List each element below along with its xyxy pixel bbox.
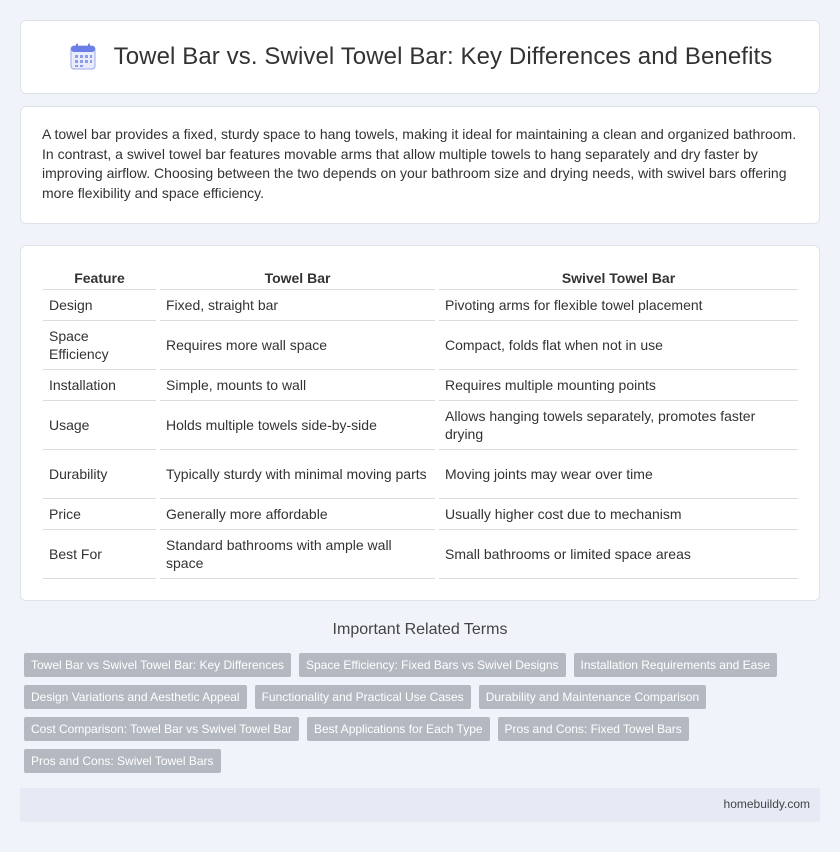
related-term-tag[interactable]: Cost Comparison: Towel Bar vs Swivel Towel Bar (24, 717, 299, 741)
table-row (43, 290, 798, 321)
table-cell-feature: Installation (43, 370, 158, 401)
footer (20, 788, 820, 822)
table-cell-towel-bar: Simple, mounts to wall (158, 370, 437, 401)
calendar-icon (68, 42, 98, 72)
column-header-towel-bar: Towel Bar (158, 266, 437, 290)
table-cell-feature: Usage (43, 401, 158, 450)
related-term-tag[interactable]: Functionality and Practical Use Cases (255, 685, 471, 709)
related-term-tag[interactable]: Space Efficiency: Fixed Bars vs Swivel Designs (299, 653, 566, 677)
table-cell-towel-bar: Typically sturdy with minimal moving parts (158, 450, 437, 499)
comparison-table (43, 266, 798, 579)
table-cell-swivel-towel-bar: Small bathrooms or limited space areas (437, 530, 798, 579)
related-term-tag[interactable]: Towel Bar vs Swivel Towel Bar: Key Differences (24, 653, 291, 677)
table-cell-feature: Design (43, 290, 158, 321)
table-row (43, 401, 798, 450)
table-cell-towel-bar: Holds multiple towels side-by-side (158, 401, 437, 450)
column-header-feature: Feature (43, 266, 158, 290)
table-row (43, 499, 798, 530)
related-term-tag[interactable]: Pros and Cons: Fixed Towel Bars (498, 717, 689, 741)
comparison-table-card (20, 245, 820, 601)
table-cell-swivel-towel-bar: Allows hanging towels separately, promotes faster drying (437, 401, 798, 450)
column-header-swivel-towel-bar: Swivel Towel Bar (437, 266, 798, 290)
table-cell-feature: Durability (43, 450, 158, 499)
table-row (43, 321, 798, 370)
footer-site-name[interactable]: homebuildy.com (723, 797, 810, 811)
table-header-row (43, 266, 798, 290)
table-cell-feature: Space Efficiency (43, 321, 158, 370)
table-cell-swivel-towel-bar: Usually higher cost due to mechanism (437, 499, 798, 530)
related-term-tag[interactable]: Installation Requirements and Ease (574, 653, 777, 677)
related-terms-tags (24, 653, 814, 773)
related-terms-title: Important Related Terms (332, 621, 508, 638)
intro-paragraph: A towel bar provides a fixed, sturdy space to hang towels, making it ideal for maintaining a clean and organized bathroom. In contrast, a swivel towel bar features movable arms that allow multiple towels to hang separately and dry faster by improving airflow. Choosing between the two depends on your bathroom size and drying needs, with swivel bars offering more flexibility and space efficiency. (42, 126, 797, 201)
page-title: Towel Bar vs. Swivel Towel Bar: Key Differences and Benefits (113, 43, 773, 70)
table-cell-swivel-towel-bar: Moving joints may wear over time (437, 450, 798, 499)
table-cell-towel-bar: Standard bathrooms with ample wall space (158, 530, 437, 579)
table-row (43, 530, 798, 579)
table-cell-feature: Price (43, 499, 158, 530)
table-cell-swivel-towel-bar: Compact, folds flat when not in use (437, 321, 798, 370)
intro-card (20, 106, 820, 224)
table-cell-feature: Best For (43, 530, 158, 579)
table-cell-swivel-towel-bar: Pivoting arms for flexible towel placement (437, 290, 798, 321)
related-term-tag[interactable]: Pros and Cons: Swivel Towel Bars (24, 749, 221, 773)
table-row (43, 450, 798, 499)
header-card (20, 20, 820, 94)
title-wrap (68, 42, 773, 72)
table-cell-towel-bar: Requires more wall space (158, 321, 437, 370)
table-cell-towel-bar: Fixed, straight bar (158, 290, 437, 321)
related-term-tag[interactable]: Best Applications for Each Type (307, 717, 490, 741)
related-term-tag[interactable]: Durability and Maintenance Comparison (479, 685, 706, 709)
table-row (43, 370, 798, 401)
table-cell-swivel-towel-bar: Requires multiple mounting points (437, 370, 798, 401)
table-cell-towel-bar: Generally more affordable (158, 499, 437, 530)
related-term-tag[interactable]: Design Variations and Aesthetic Appeal (24, 685, 247, 709)
